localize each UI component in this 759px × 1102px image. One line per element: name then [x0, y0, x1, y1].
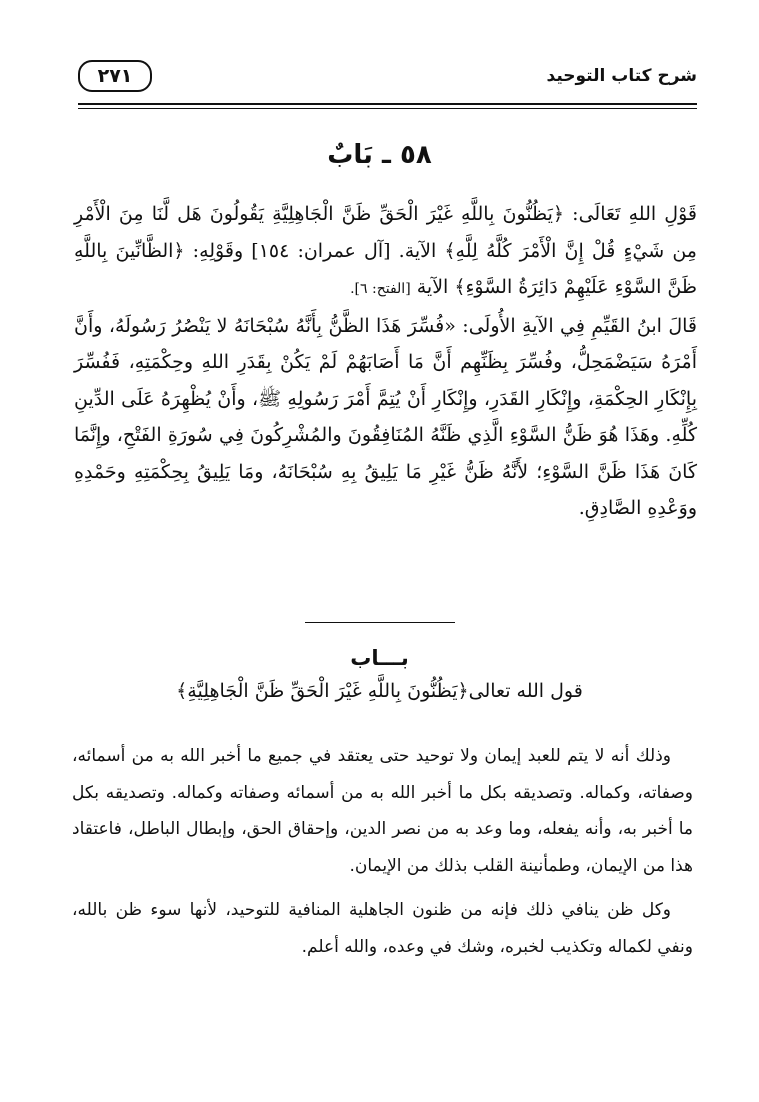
commentary-verse: قول الله تعالى﴿يَظُنُّونَ بِاللَّهِ غَيْرَ الْحَقِّ ظَنَّ الْجَاهِلِيَّةِ﴾	[176, 680, 583, 702]
chapter-heading: ٥٨ ـ بَابٌ	[327, 140, 432, 170]
header-rule-thin	[78, 108, 697, 109]
section-separator	[305, 622, 455, 623]
verse-reference: [الفتح: ٦].	[350, 281, 411, 297]
commentary-paragraph: وذلك أنه لا يتم للعبد إيمان ولا توحيد حتى يعتقد في جميع ما أخبر الله به من أسمائه، وصفاته، وكماله. وتصديقه بكل ما أخبر الله به من أسمائه وصفاته وكماله. وتصديقه بكل ما أخبر به، وأنه يفعله، وما وعد به من نصر الدين، وإحقاق الحق، وإبطال الباطل، فاعتقاد هذا من الإيمان، وطمأنينة القلب بذلك من الإيمان.	[72, 746, 693, 876]
page-header	[78, 60, 697, 100]
verse-paragraph	[74, 196, 697, 308]
running-title: شرح كتاب التوحيد	[546, 66, 697, 86]
ibn-qayyim-paragraph: قَالَ ابنُ القَيِّمِ فِي الآيةِ الأُولَى: «فُسِّرَ هَذَا الظَّنُّ بِأَنَّهُ سُبْحَانَهُ لا يَنْصُرُ رَسُولَهُ، وأَنَّ أَمْرَهُ سَيَضْمَحِلُّ، وفُسِّرَ بِظَنِّهِم أَنَّ مَا أَصَابَهُمْ لَمْ يَكُنْ بِقَدَرِ اللهِ وحِكْمَتِهِ، فَفُسِّرَ بِإِنْكَارِ الحِكْمَةِ، وإِنْكَارِ القَدَرِ، وإِنْكَارِ أَنْ يُتِمَّ أَمْرَ رَسُولِهِ ﷺ، وأَنْ يُظْهِرَهُ عَلَى الدِّينِ كُلِّهِ. وهَذَا هُوَ ظَنُّ السَّوْءِ الَّذِي ظَنَّهُ المُنَافِقُونَ والمُشْرِكُونَ فِي سُورَةِ الفَتْحِ، وإِنَّمَا كَانَ هَذَا ظَنَّ السَّوْءِ؛ لأَنَّهُ ظَنُّ غَيْرِ مَا يَلِيقُ بِهِ سُبْحَانَهُ، ومَا يَلِيقُ بِحِكْمَتِهِ وحَمْدِهِ ووَعْدِهِ الصَّادِقِ.	[74, 314, 697, 519]
page-number: ٢٧١	[78, 60, 152, 92]
verse-paragraph-text: قَوْلِ اللهِ تَعَالَى: ﴿يَظُنُّونَ بِاللَّهِ غَيْرَ الْحَقِّ ظَنَّ الْجَاهِلِيَّةِ يَقُولُونَ هَل لَّنَا مِنَ الْأَمْرِ مِن شَيْءٍ قُلْ إِنَّ الْأَمْرَ كُلَّهُ لِلَّهِ﴾ الآية. [آل عمران: ١٥٤] وقَوْلِهِ: ﴿الظَّانِّينَ بِاللَّهِ ظَنَّ السَّوْءِ عَلَيْهِمْ دَائِرَةُ السَّوْءِ﴾ الآية	[74, 203, 697, 298]
commentary-paragraph: وكل ظن ينافي ذلك فإنه من ظنون الجاهلية المنافية للتوحيد، لأنها سوء ظن بالله، ونفي لكماله وتكذيب لخبره، وشك في وعده، والله أعلم.	[72, 900, 693, 957]
header-rule	[78, 103, 697, 105]
main-text	[74, 196, 697, 527]
commentary-heading: بـــاب	[350, 646, 409, 670]
commentary-text	[72, 738, 693, 965]
